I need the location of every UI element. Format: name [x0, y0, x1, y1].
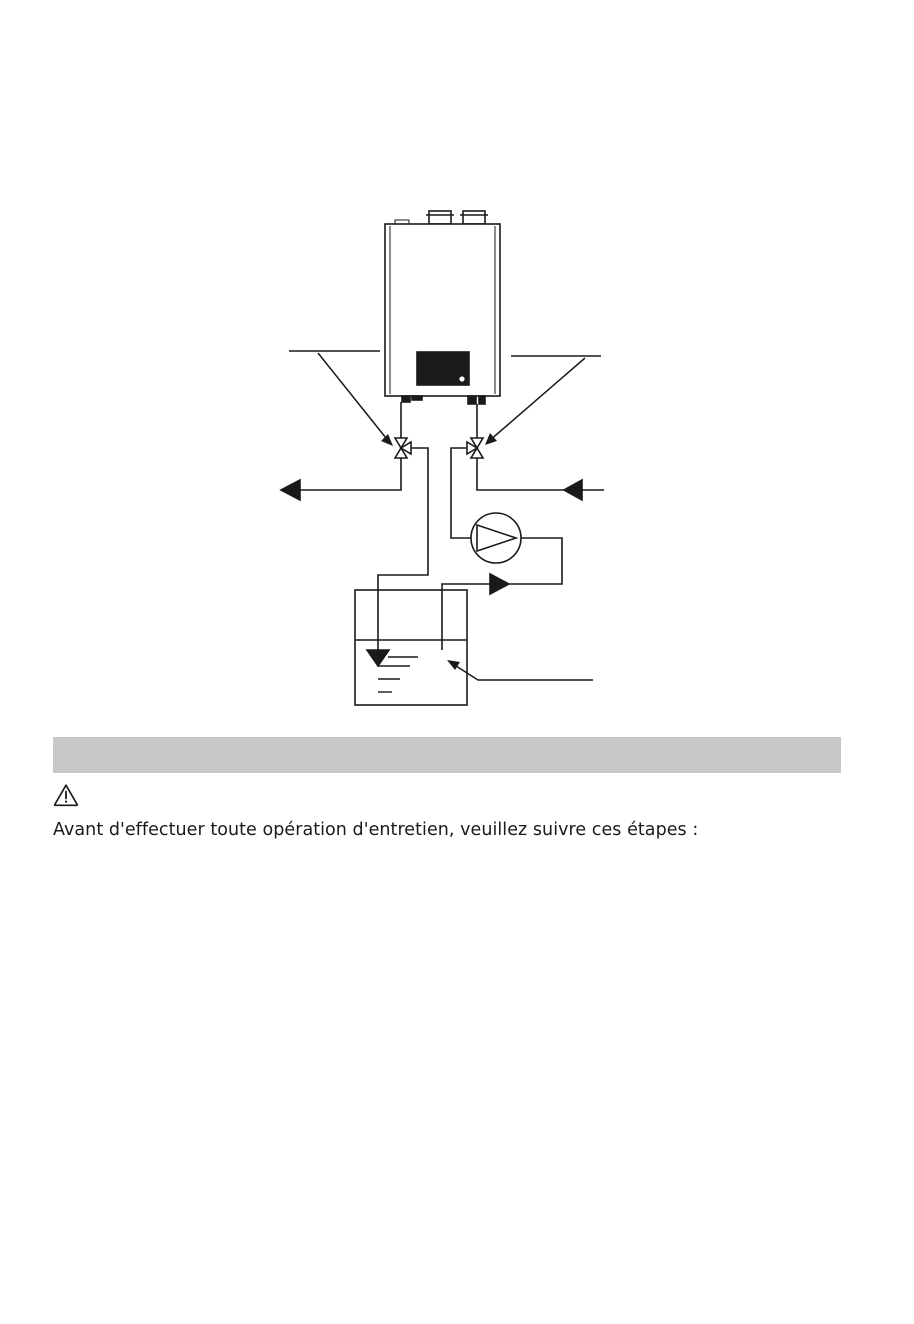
water-heater-unit [385, 224, 500, 404]
right-isolation-valve [467, 438, 483, 458]
leader-lines [289, 351, 601, 680]
maintenance-instruction-text: Avant d'effectuer toute opération d'entretien, veuillez suivre ces étapes : [53, 820, 699, 840]
bucket [355, 590, 467, 705]
hot-water-outlet-arrow [281, 480, 300, 500]
flue-pipes [395, 211, 488, 225]
cold-water-inlet-arrow [564, 480, 582, 500]
return-flow-arrow [367, 650, 389, 666]
section-header-bar [53, 737, 841, 773]
warning-triangle-icon [53, 783, 79, 807]
pump-flow-arrow [490, 574, 509, 594]
left-isolation-valve [395, 438, 411, 458]
circulation-pump [471, 513, 521, 563]
